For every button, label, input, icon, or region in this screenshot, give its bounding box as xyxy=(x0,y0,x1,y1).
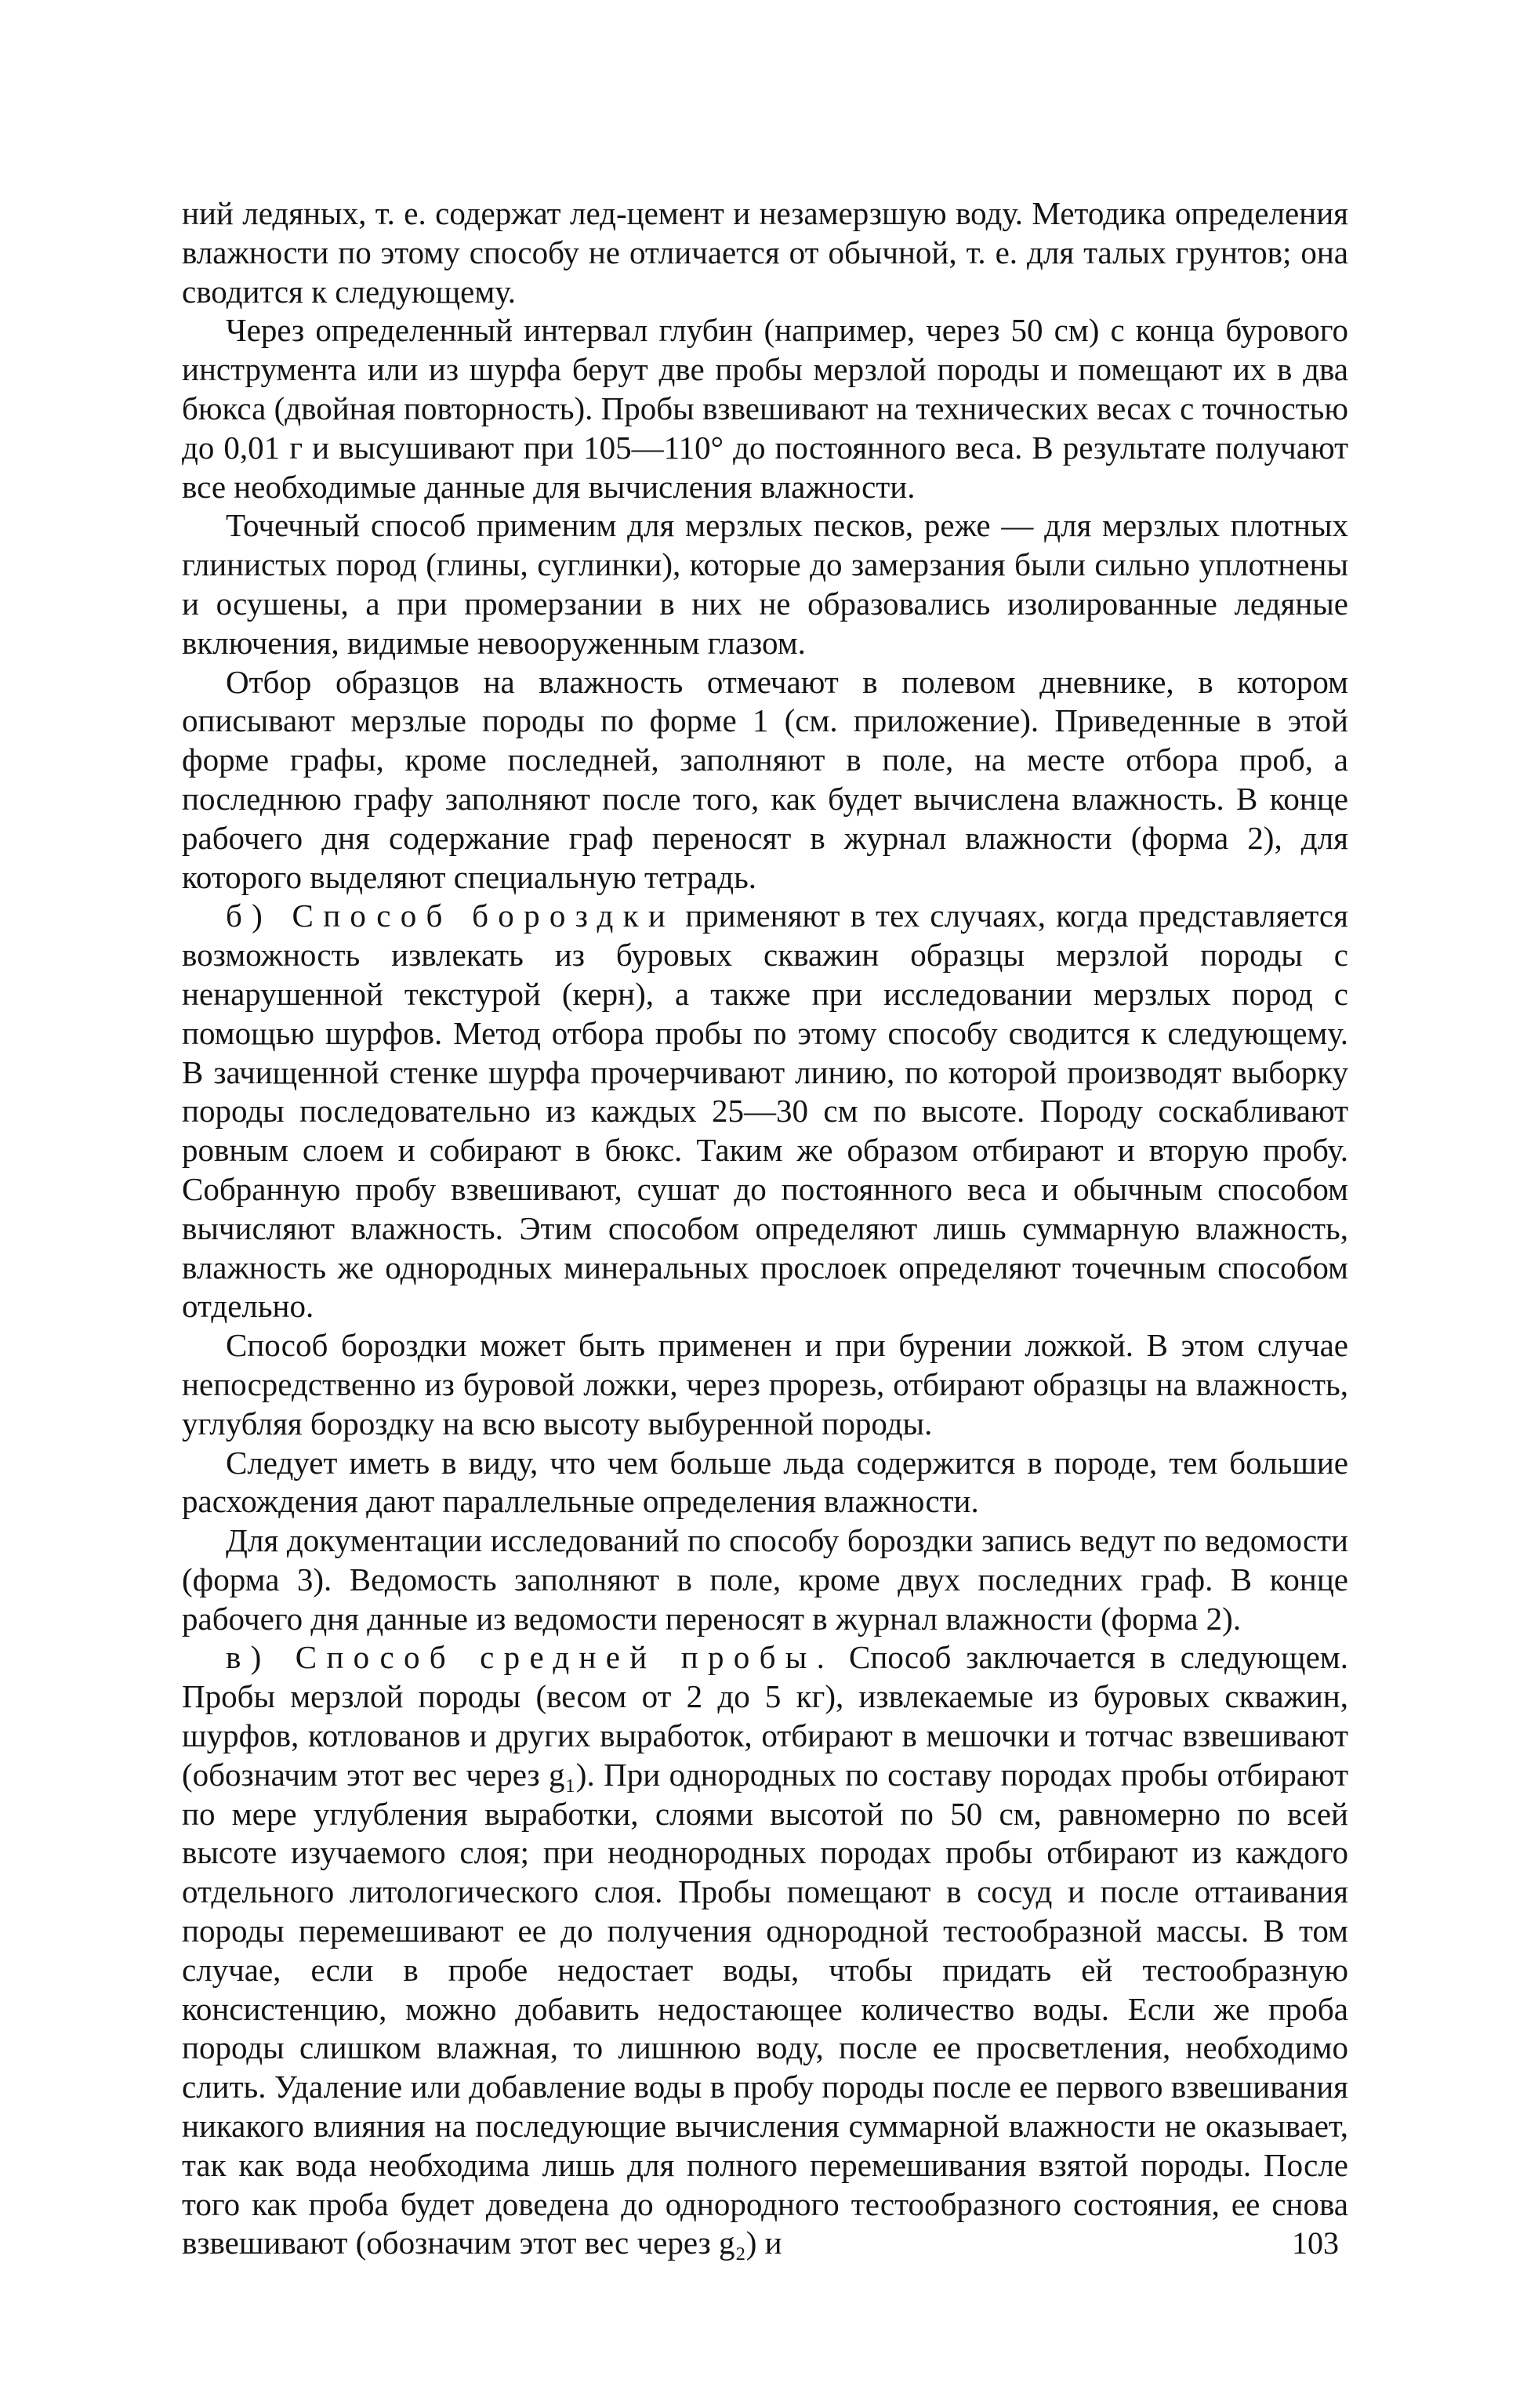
average-sample-heading: в) Способ средней пробы. xyxy=(226,1639,835,1676)
paragraph-continuation: ний ледяных, т. е. содержат лед-цемент и незамерзшую воду. Методика определения влажности по этому способу не отличается от обычной, т. е. для талых грунтов; она сводится к следующему. xyxy=(182,195,1348,310)
paragraph-groove-spoon-drilling: Способ бороздки может быть применен и при бурении ложкой. В этом случае непосредственно из буровой ложки, через прорезь, отбирают образцы на влажность, углубляя бороздку на всю высоту выбуренной породы. xyxy=(182,1327,1348,1442)
page-body xyxy=(182,194,1348,2263)
groove-method-heading: б) Способ бороздки xyxy=(226,898,676,934)
paragraph-ice-content-note: Следует иметь в виду, что чем больше льда содержится в породе, тем большие расхождения дают параллельные определения влажности. xyxy=(182,1444,1348,1520)
paragraph-point-method-applicability: Точечный способ применим для мерзлых песков, реже — для мерзлых плотных глинистых пород (глины, суглинки), которые до замерзания были сильно уплотнены и осушены, а при промерзании в них не образовались изолированные ледяные включения, видимые невооруженным глазом. xyxy=(182,507,1348,661)
paragraph-average-sample-method xyxy=(182,1638,1348,2263)
paragraph-groove-method xyxy=(182,897,1348,1326)
paragraph-field-diary: Отбор образцов на влажность отмечают в полевом дневнике, в котором описывают мерзлые породы по форме 1 (см. приложение). Приведенные в этой форме графы, кроме последней, заполняют в поле, на месте отбора проб, а последнюю графу заполняют после того, как будет вычислена влажность. В конце рабочего дня содержание граф переносят в журнал влажности (форма 2), для которого выделяют специальную тетрадь. xyxy=(182,663,1348,895)
groove-method-text: применяют в тех случаях, когда представляется возможность извлекать из буровых скважин образцы мерзлой породы с ненарушенной текстурой (керн), а также при исследовании мерзлых пород с помощью шурфов. Метод отбора пробы по этому способу сводится к следующему. В зачищенной стенке шурфа прочерчивают линию, по которой производят выборку породы последовательно из каждых 25—30 см по высоте. Породу соскабливают ровным слоем и собирают в бюкс. Таким же образом отбирают и вторую пробу. Собранную пробу взвешивают, сушат до постоянного веса и обычным способом вычисляют влажность. Этим способом определяют лишь суммарную влажность, влажность же однородных минеральных прослоек определяют точечным способом отдельно. xyxy=(182,898,1348,1325)
page-number: 103 xyxy=(1292,2225,1339,2261)
paragraph-groove-documentation: Для документации исследований по способу бороздки запись ведут по ведомости (форма 3). Ведомость заполняют в поле, кроме двух последних граф. В конце рабочего дня данные из ведомости переносят в журнал влажности (форма 2). xyxy=(182,1522,1348,1637)
average-sample-text: Способ заключается в следующем. Пробы мерзлой породы (весом от 2 до 5 кг), извлекаемые из буровых скважин, шурфов, котлованов и других выработок, отбирают в мешочки и тотчас взвешивают (обозначим этот вес через g₁). При однородных по составу породах пробы отбирают по мере углубления выработки, слоями высотой по 50 см, равномерно по всей высоте изучаемого слоя; при неоднородных породах пробы отбирают из каждого отдельного литологического слоя. Пробы помещают в сосуд и после оттаивания породы перемешивают ее до получения однородной тестообразной массы. В том случае, если в пробе недостает воды, чтобы придать ей тестообразную консистенцию, можно добавить недостающее количество воды. Если же проба породы слишком влажная, то лишнюю воду, после ее просветления, необходимо слить. Удаление или добавление воды в пробу породы после ее первого взвешивания никакого влияния на последующие вычисления суммарной влажности не оказывает, так как вода необходима лишь для полного перемешивания взятой породы. После того как проба будет доведена до однородного тестообразного состояния, ее снова взвешивают (обозначим этот вес через g₂) и xyxy=(182,1639,1349,2261)
paragraph-point-method-procedure: Через определенный интервал глубин (например, через 50 см) с конца бурового инструмента или из шурфа берут две пробы мерзлой породы и помещают их в два бюкса (двойная повторность). Пробы взвешивают на технических весах с точностью до 0,01 г и высушивают при 105—110° до постоянного веса. В результате получают все необходимые данные для вычисления влажности. xyxy=(182,312,1348,505)
